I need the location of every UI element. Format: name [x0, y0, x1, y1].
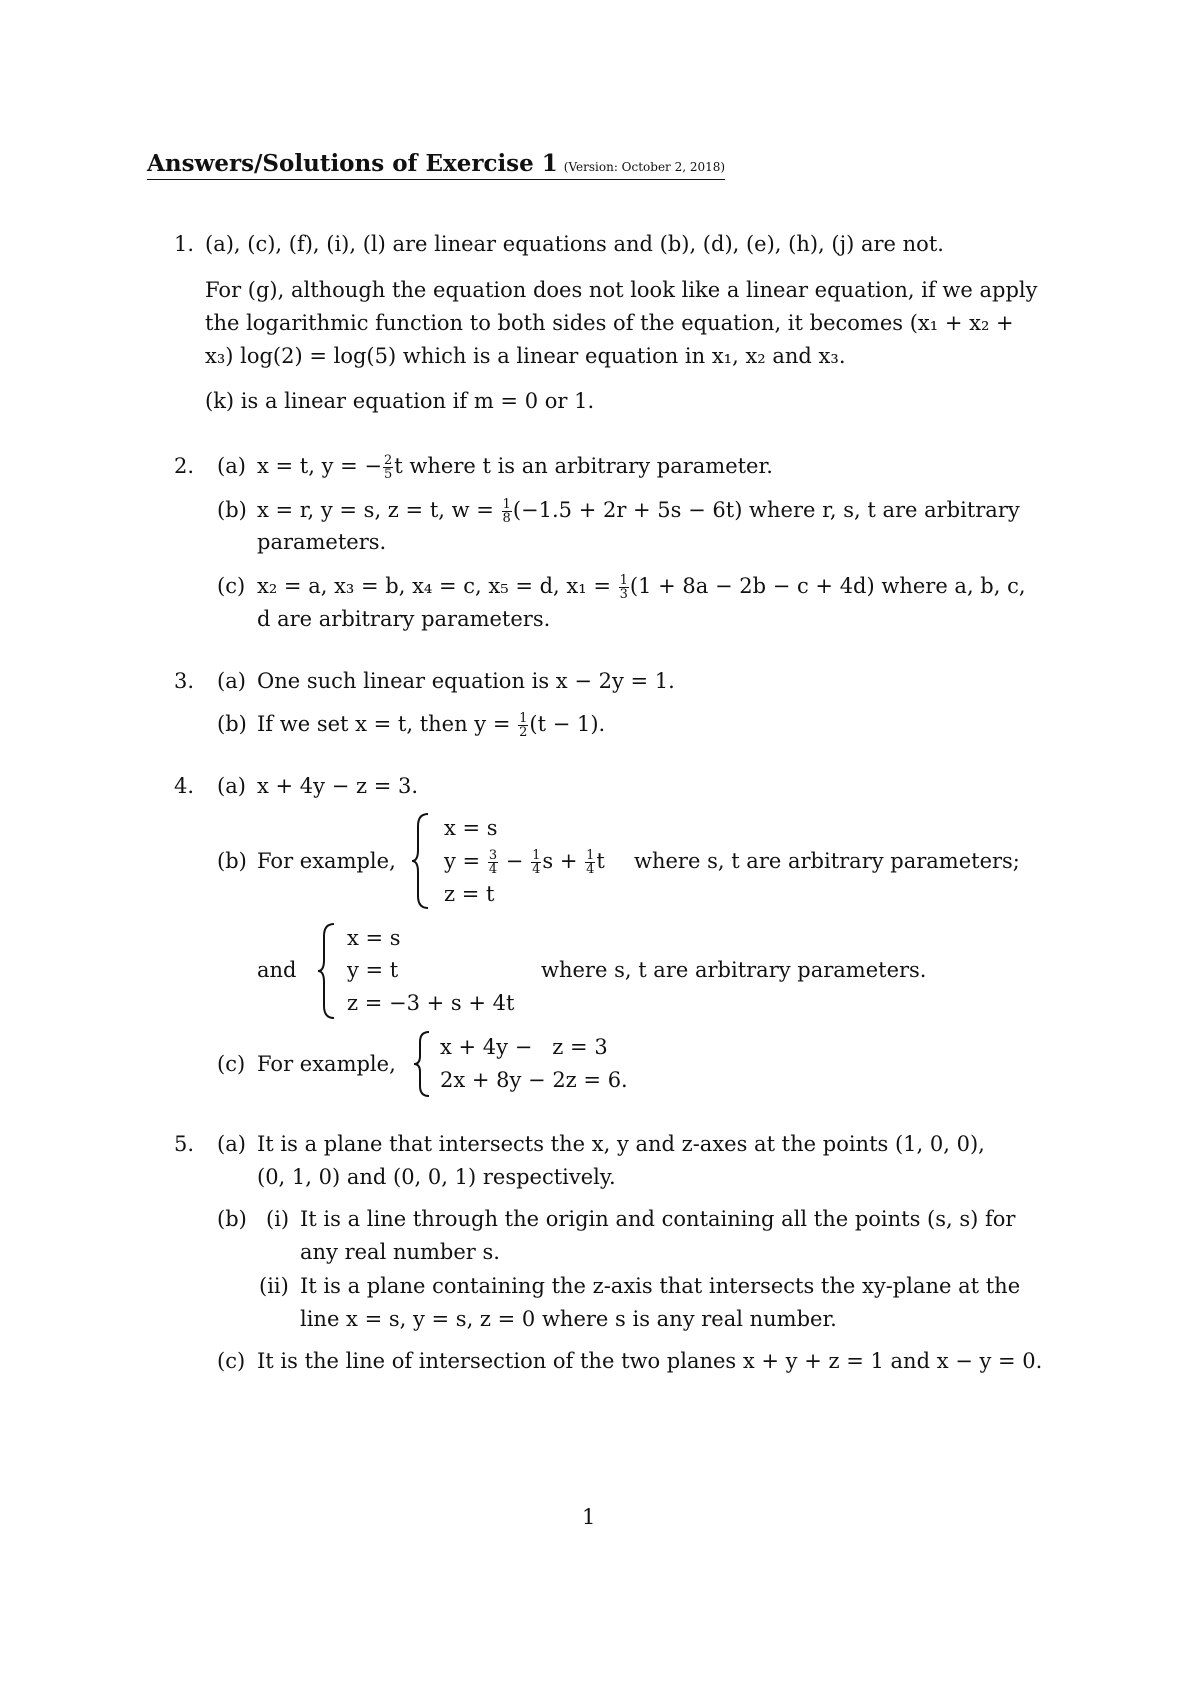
q4-c-line1: x + 4y − z = 3 [440, 1035, 608, 1059]
fraction: $\frac{1}{4}$ [532, 848, 541, 877]
q1-g-line1: For (g), although the equation does not look like a linear equation, if we apply [205, 278, 1038, 302]
q4-c-label: (c) [217, 1052, 246, 1076]
q2-c-label: (c) [217, 574, 246, 598]
q4-b-sys1-line1: x = s [444, 816, 498, 840]
q5-bi-line1: It is a line through the origin and containing all the points (s, s) for [300, 1207, 1016, 1231]
q5-b-label: (b) [217, 1207, 247, 1231]
q4-b-sys2-line1: x = s [347, 926, 401, 950]
q4-number: 4. [174, 774, 195, 798]
q4-b-where2: where s, t are arbitrary parameters. [541, 958, 927, 982]
q5-bi-label: (i) [266, 1207, 290, 1231]
fraction: $\frac{1}{4}$ [586, 848, 595, 877]
q4-c-line2: 2x + 8y − 2z = 6. [440, 1068, 628, 1092]
q5-a-label: (a) [217, 1132, 246, 1156]
q4-b-sys2-line3: z = −3 + s + 4t [347, 991, 515, 1015]
q5-number: 5. [174, 1132, 195, 1156]
q2-c-text: x₂ = a, x₃ = b, x₄ = c, x₅ = d, x₁ = $\frac{1}{3}$ (1 + 8a − 2b − c + 4d) where a, b, c, [257, 573, 1026, 602]
q3-a-text: One such linear equation is x − 2y = 1. [257, 669, 675, 693]
q5-c-text: It is the line of intersection of the two planes x + y + z = 1 and x − y = 0. [257, 1349, 1043, 1373]
q1-g-line2: the logarithmic function to both sides of the equation, it becomes (x₁ + x₂ + [205, 311, 1014, 335]
fraction: $\frac{2}{5}$ [384, 453, 393, 482]
q5-a-line2: (0, 1, 0) and (0, 0, 1) respectively. [257, 1165, 616, 1189]
q2-b-cont: parameters. [257, 530, 387, 554]
q2-number: 2. [174, 454, 195, 478]
q4-b-intro: For example, [257, 849, 396, 873]
page-title [147, 150, 725, 180]
q2-b-label: (b) [217, 498, 247, 522]
q2-c-cont: d are arbitrary parameters. [257, 607, 551, 631]
left-brace-icon [412, 1030, 432, 1098]
fraction: $\frac{1}{3}$ [619, 573, 628, 602]
q4-and-label: and [257, 958, 297, 982]
q1-line1: (a), (c), (f), (i), (l) are linear equations and (b), (d), (e), (h), (j) are not. [205, 232, 944, 256]
q1-g-line3: x₃) log(2) = log(5) which is a linear equation in x₁, x₂ and x₃. [205, 344, 846, 368]
q4-b-sys1-line2: y = $\frac{3}{4}$ − $\frac{1}{4}$ s + $\frac{1}{4}$ t [444, 848, 605, 877]
q5-bii-line2: line x = s, y = s, z = 0 where s is any real number. [300, 1307, 837, 1331]
fraction: $\frac{3}{4}$ [488, 848, 498, 877]
q2-b-text: x = r, y = s, z = t, w = $\frac{1}{8}$ (−1.5 + 2r + 5s − 6t) where r, s, t are arbitrary [257, 497, 1020, 526]
q5-bii-line1: It is a plane containing the z-axis that intersects the xy-plane at the [300, 1274, 1021, 1298]
q3-number: 3. [174, 669, 195, 693]
q5-bii-label: (ii) [259, 1274, 289, 1298]
version-note: (Version: October 2, 2018) [563, 160, 726, 174]
q5-a-line1: It is a plane that intersects the x, y and z-axes at the points (1, 0, 0), [257, 1132, 985, 1156]
q2-a-label: (a) [217, 454, 246, 478]
fraction: $\frac{1}{8}$ [502, 497, 511, 526]
q2-a-text: x = t, y = − $\frac{2}{5}$ t where t is an arbitrary parameter. [257, 453, 773, 482]
q1-k-line: (k) is a linear equation if m = 0 or 1. [205, 389, 595, 413]
q4-b-where1: where s, t are arbitrary parameters; [634, 849, 1020, 873]
q5-bi-line2: any real number s. [300, 1240, 500, 1264]
q4-a-label: (a) [217, 774, 246, 798]
q3-a-label: (a) [217, 669, 246, 693]
q1-number: 1. [174, 232, 195, 256]
q3-b-text: If we set x = t, then y = $\frac{1}{2}$ (t − 1). [257, 711, 606, 740]
q3-b-label: (b) [217, 712, 247, 736]
q4-c-intro: For example, [257, 1052, 396, 1076]
q4-b-sys2-line2: y = t [347, 958, 399, 982]
q4-a-text: x + 4y − z = 3. [257, 774, 419, 798]
left-brace-icon [316, 922, 338, 1020]
fraction: $\frac{1}{2}$ [519, 711, 528, 740]
page-number: 1 [582, 1505, 596, 1529]
title-text: Answers/Solutions of Exercise 1 [147, 150, 558, 177]
left-brace-icon [410, 812, 432, 910]
q5-c-label: (c) [217, 1349, 246, 1373]
q4-b-label: (b) [217, 849, 247, 873]
q4-b-sys1-line3: z = t [444, 882, 495, 906]
